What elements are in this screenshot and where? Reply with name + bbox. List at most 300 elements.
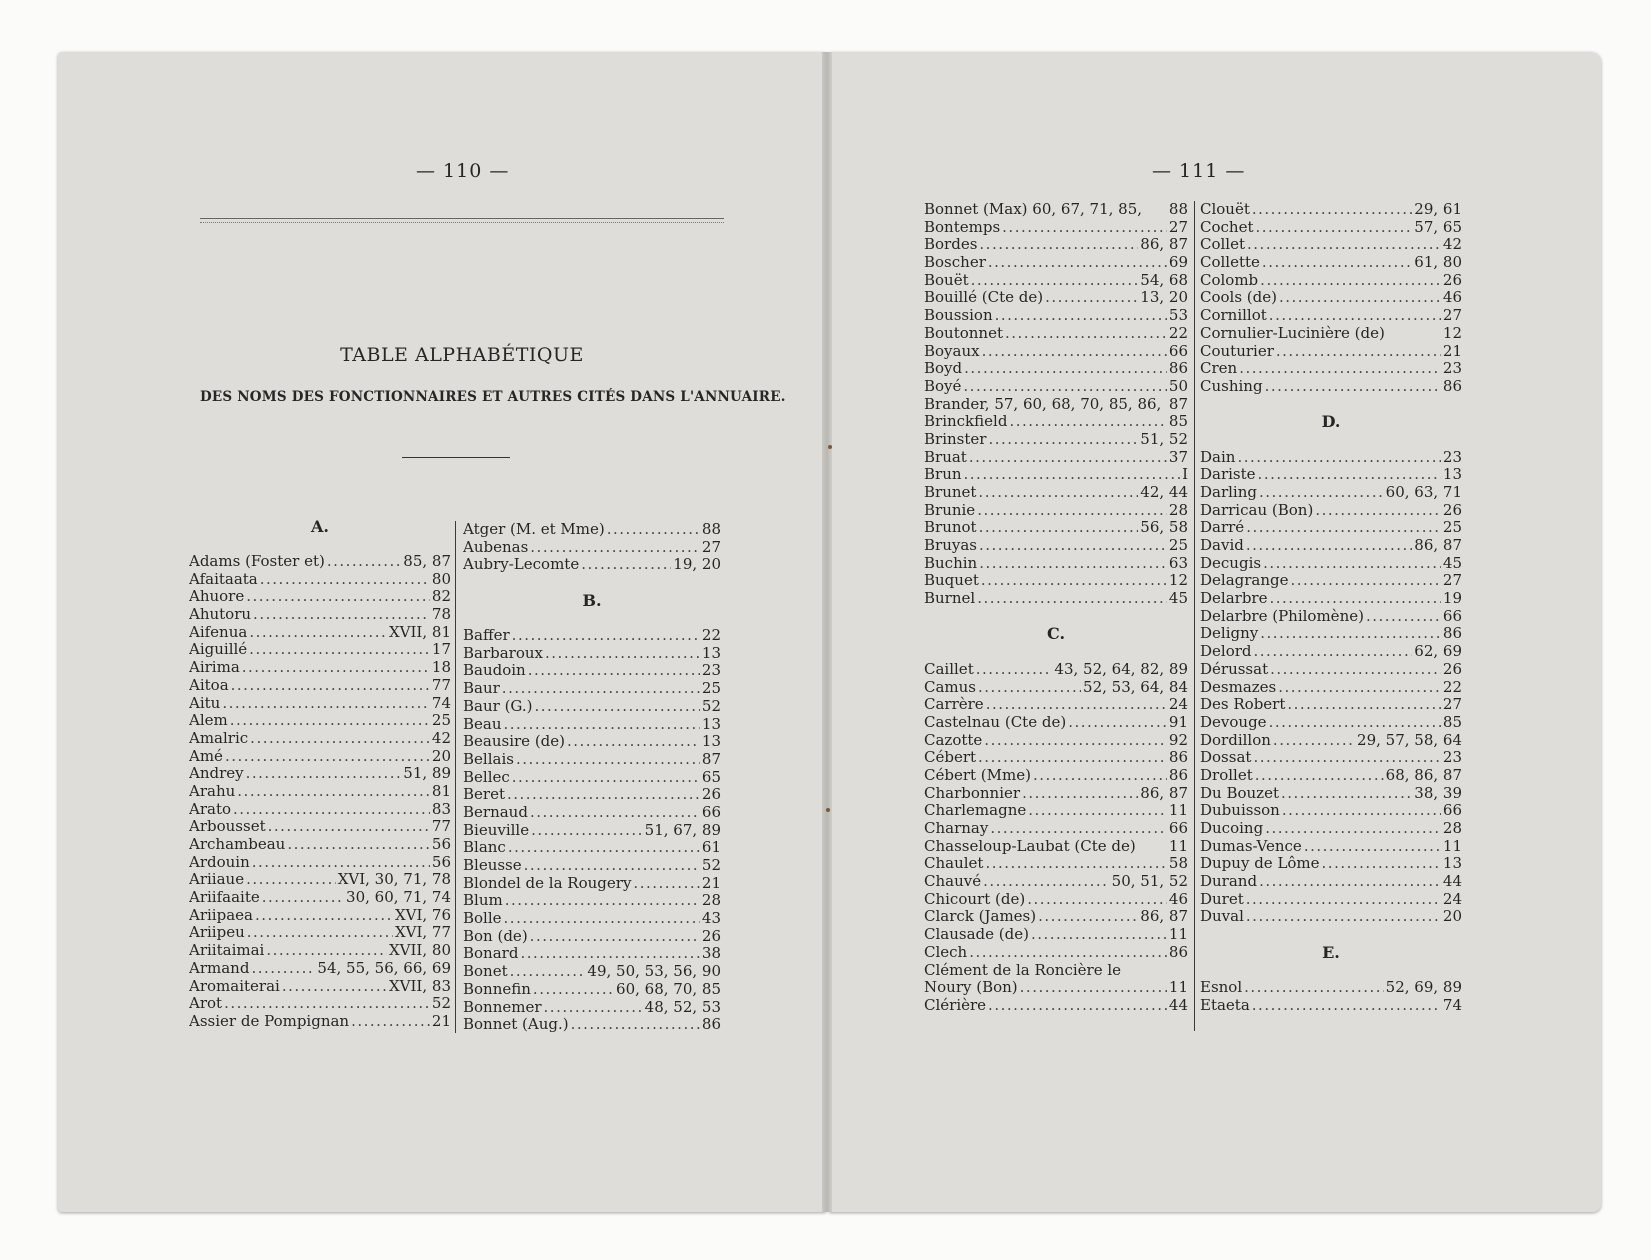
entry-pages: 61, 80 <box>1414 254 1462 272</box>
dot-leader <box>242 659 430 677</box>
dot-leader <box>1263 555 1441 573</box>
entry-name: Ariiaue <box>189 871 245 889</box>
dot-leader <box>231 677 430 695</box>
dot-leader <box>1252 201 1412 219</box>
dot-leader <box>282 978 387 996</box>
entry-pages: 27 <box>1442 307 1462 325</box>
index-column-right-1 <box>924 201 1188 1015</box>
entry-pages: 88 <box>701 521 721 538</box>
dot-leader <box>1022 785 1138 803</box>
entry-pages: 80 <box>431 570 451 588</box>
dot-leader <box>253 606 430 624</box>
index-entry <box>189 588 451 606</box>
dot-leader <box>1244 979 1384 997</box>
entry-name: Ardouin <box>189 853 250 871</box>
index-entry <box>1200 378 1462 396</box>
dot-leader <box>1033 767 1167 785</box>
index-entry <box>924 926 1188 944</box>
dot-leader <box>1265 378 1441 396</box>
entry-name: Baudoin <box>463 662 526 680</box>
entry-pages: 87 <box>701 750 721 768</box>
index-entry <box>924 307 1188 325</box>
entry-name: Bouët <box>924 271 969 289</box>
entry-pages: 56, 58 <box>1140 519 1188 537</box>
index-entry <box>189 854 451 872</box>
dot-leader <box>963 378 1167 396</box>
entry-pages: XVI, 76 <box>394 906 451 924</box>
index-entry <box>924 979 1188 997</box>
index-entry <box>924 891 1188 909</box>
entry-pages: XVII, 80 <box>389 942 451 960</box>
index-entry <box>924 201 1188 219</box>
entry-pages: 26 <box>1442 660 1462 678</box>
index-entry <box>463 804 721 822</box>
index-entry <box>1200 555 1462 573</box>
entry-name: Darling <box>1200 483 1257 501</box>
index-entry <box>1200 201 1462 219</box>
index-entry <box>189 942 451 960</box>
index-entry <box>1200 908 1462 926</box>
entry-pages: 61 <box>701 839 721 857</box>
entry-name: Beausire (de) <box>463 733 565 751</box>
index-entry <box>924 325 1188 343</box>
index-entry <box>924 254 1188 272</box>
dot-leader <box>531 822 643 840</box>
entry-pages: 86 <box>701 1016 721 1034</box>
entry-name: Baur (G.) <box>463 697 533 715</box>
entry-name: Dariste <box>1200 466 1256 484</box>
entry-name: Cochet <box>1200 218 1254 236</box>
entry-name: Bolle <box>463 910 502 928</box>
index-entry <box>1200 572 1462 590</box>
entry-pages: 66 <box>1168 342 1188 360</box>
dot-leader <box>978 484 1138 502</box>
index-entry <box>1200 608 1462 626</box>
dot-leader <box>327 553 401 571</box>
entry-name: Bouillé (Cte de) <box>924 289 1044 307</box>
entry-pages: 43, 52, 64, 82, 89 <box>1054 660 1188 678</box>
entry-pages: 23 <box>1442 448 1462 466</box>
dot-leader <box>1068 714 1167 732</box>
dot-leader <box>1287 696 1441 714</box>
dot-leader <box>246 765 402 783</box>
entry-name: Chaulet <box>924 855 984 873</box>
dot-leader <box>225 748 430 766</box>
entry-name: Blondel de la Rougery <box>463 874 632 892</box>
dot-leader <box>984 732 1167 750</box>
entry-pages: 65 <box>701 768 721 786</box>
index-entry <box>924 732 1188 750</box>
index-entry <box>924 696 1188 714</box>
entry-pages: 11 <box>1442 837 1462 855</box>
dot-leader <box>1253 749 1440 767</box>
entry-name: Aifenua <box>189 623 248 641</box>
entry-name: Cornillot <box>1200 307 1267 325</box>
entry-name: Bontemps <box>924 218 1001 236</box>
entry-pages: 21 <box>431 1012 451 1030</box>
dot-leader <box>1276 343 1441 361</box>
entry-name: Couturier <box>1200 342 1274 360</box>
dot-leader <box>250 730 430 748</box>
index-entry <box>924 378 1188 396</box>
dot-leader <box>351 1013 430 1031</box>
dot-leader <box>979 537 1167 555</box>
entry-pages: 46 <box>1168 890 1188 908</box>
dot-leader <box>983 873 1110 891</box>
index-entry <box>924 289 1188 307</box>
entry-pages: 13 <box>1442 855 1462 873</box>
entry-name: Blanc <box>463 839 506 857</box>
dot-leader <box>1304 838 1441 856</box>
index-entry <box>189 871 451 889</box>
entry-pages: 26 <box>701 927 721 945</box>
dot-leader <box>1281 785 1412 803</box>
entry-name: Drollet <box>1200 766 1253 784</box>
entry-pages: 86 <box>1168 943 1188 961</box>
entry-pages: XVII, 83 <box>389 977 451 995</box>
index-entry <box>924 572 1188 590</box>
entry-pages: 48, 52, 53 <box>644 998 721 1016</box>
entry-pages: 86 <box>1442 377 1462 395</box>
index-column-left-2 <box>463 521 721 1034</box>
right-page-number: — 111 — <box>1152 160 1246 182</box>
index-entry <box>463 769 721 787</box>
entry-pages: 56 <box>431 836 451 853</box>
index-title: TABLE ALPHABÉTIQUE <box>340 344 584 366</box>
entry-name: Bonnet (Aug.) <box>463 1016 569 1034</box>
entry-pages: 27 <box>1168 218 1188 236</box>
index-entry <box>924 944 1188 962</box>
dot-leader <box>1279 289 1441 307</box>
entry-name: Clouët <box>1200 201 1250 218</box>
dot-leader <box>1005 325 1167 343</box>
entry-name: Aromaiterai <box>189 977 280 995</box>
entry-name: Du Bouzet <box>1200 784 1279 802</box>
entry-name: Camus <box>924 678 977 696</box>
dot-leader <box>512 769 700 787</box>
entry-name: Delord <box>1200 643 1252 661</box>
dot-leader <box>508 839 700 857</box>
dot-leader <box>1322 855 1441 873</box>
dot-leader <box>287 836 430 854</box>
entry-name: Darricau (Bon) <box>1200 501 1314 519</box>
index-entry <box>189 978 451 996</box>
left-page-number: — 110 — <box>416 160 510 182</box>
entry-pages: 42 <box>1442 236 1462 254</box>
entry-pages: 50, 51, 52 <box>1111 873 1188 891</box>
entry-pages: 51, 67, 89 <box>644 821 721 839</box>
index-entry <box>924 855 1188 873</box>
dot-leader <box>516 751 700 769</box>
entry-name: Charlemagne <box>924 802 1027 820</box>
entry-name: Bleusse <box>463 857 522 874</box>
entry-name: Cébert (Mme) <box>924 766 1031 784</box>
index-entry <box>189 730 451 748</box>
entry-pages: 11 <box>1168 926 1188 944</box>
dot-leader <box>979 236 1138 254</box>
entry-name: Amé <box>189 747 223 765</box>
entry-pages: 42, 44 <box>1140 484 1188 501</box>
dot-leader <box>995 307 1167 325</box>
dot-leader <box>971 272 1139 290</box>
column-divider-left <box>455 521 456 1033</box>
entry-name: Carrère <box>924 696 984 714</box>
entry-name: Charbonnier <box>924 784 1021 802</box>
dot-leader <box>1260 272 1441 290</box>
index-entry <box>189 571 451 589</box>
entry-name: Desmazes <box>1200 678 1277 696</box>
index-entry <box>463 839 721 857</box>
entry-name: Aubenas <box>463 538 529 556</box>
dot-leader <box>1259 873 1441 891</box>
binding-mark <box>828 445 832 449</box>
index-entry <box>189 1013 451 1031</box>
entry-name: Clarck (James) <box>924 908 1037 926</box>
entry-pages: 17 <box>431 641 451 659</box>
entry-name: Dain <box>1200 448 1236 466</box>
entry-name: Cushing <box>1200 377 1263 395</box>
entry-pages: 38 <box>701 945 721 963</box>
index-entry <box>1200 219 1462 237</box>
index-entry <box>189 889 451 907</box>
entry-pages: 26 <box>1442 501 1462 519</box>
entry-name: Dupuy de Lôme <box>1200 855 1320 873</box>
index-letter-heading: B. <box>582 590 602 610</box>
entry-name: Chicourt (de) <box>924 890 1026 908</box>
entry-pages: 69 <box>1168 254 1188 272</box>
entry-name: Brander, 57, 60, 68, 70, 85, 86, <box>924 395 1162 413</box>
index-entry <box>924 413 1188 431</box>
index-entry <box>924 343 1188 361</box>
index-entry <box>1200 519 1462 537</box>
index-entry <box>924 714 1188 732</box>
entry-pages: 37 <box>1168 448 1188 466</box>
entry-pages: 26 <box>1442 271 1462 289</box>
entry-pages: 44 <box>1442 873 1462 891</box>
index-entry <box>1200 643 1462 661</box>
index-entry <box>924 272 1188 290</box>
dot-leader <box>976 661 1053 679</box>
dot-leader <box>1252 997 1441 1015</box>
dot-leader <box>571 1016 700 1034</box>
dot-leader <box>1262 254 1412 272</box>
dot-leader <box>988 997 1167 1015</box>
entry-name: Beau <box>463 715 502 733</box>
entry-name: Boyé <box>924 377 962 395</box>
index-entry <box>924 537 1188 555</box>
index-entry <box>189 624 451 642</box>
dot-leader <box>1020 979 1167 997</box>
dot-leader <box>607 521 700 539</box>
dot-leader <box>1366 608 1441 626</box>
entry-name: Bruat <box>924 448 967 466</box>
dot-leader <box>1247 236 1441 254</box>
entry-name: Dubuisson <box>1200 802 1280 820</box>
index-entry <box>463 1016 721 1034</box>
entry-name: Boyd <box>924 360 963 378</box>
entry-pages: 44 <box>1168 996 1188 1014</box>
entry-name: Des Robert <box>1200 696 1286 714</box>
dot-leader <box>633 875 699 893</box>
dot-leader <box>233 801 430 819</box>
entry-pages: 21 <box>1442 342 1462 360</box>
entry-pages: 85 <box>1168 413 1188 431</box>
index-entry <box>1200 254 1462 272</box>
entry-pages: 91 <box>1168 713 1188 731</box>
index-entry <box>463 945 721 963</box>
entry-name: Armand <box>189 959 250 977</box>
index-entry <box>1200 502 1462 520</box>
index-entry <box>1200 873 1462 891</box>
entry-name: Barbaroux <box>463 644 544 662</box>
index-entry <box>463 892 721 910</box>
dot-leader <box>1254 643 1413 661</box>
entry-name: Cazotte <box>924 731 983 749</box>
dot-leader <box>1315 502 1441 520</box>
dot-leader <box>1255 219 1412 237</box>
dot-leader <box>249 624 387 642</box>
index-entry <box>1200 272 1462 290</box>
entry-pages: 52, 69, 89 <box>1385 979 1462 997</box>
entry-name: Esnol <box>1200 979 1243 997</box>
index-entry <box>1200 325 1462 343</box>
entry-name: Cornulier-Lucinière (de) <box>1200 324 1385 342</box>
entry-name: Baffer <box>463 627 510 645</box>
dot-leader <box>262 889 344 907</box>
entry-name: Bonnet (Max) 60, 67, 71, 85, <box>924 201 1143 218</box>
index-entry <box>463 857 721 875</box>
entry-pages: 28 <box>701 892 721 910</box>
index-entry <box>189 677 451 695</box>
entry-name: Ariipeu <box>189 924 245 942</box>
entry-name: Durand <box>1200 873 1258 891</box>
entry-pages: 24 <box>1168 696 1188 714</box>
entry-name: Adams (Foster et) <box>189 553 325 570</box>
entry-pages: XVI, 30, 71, 78 <box>337 871 451 889</box>
entry-name: Buquet <box>924 572 979 590</box>
index-column-left-1 <box>189 500 451 1031</box>
index-entry <box>463 716 721 734</box>
index-entry <box>924 502 1188 520</box>
entry-pages: 77 <box>431 676 451 694</box>
dot-leader <box>247 924 393 942</box>
dot-leader <box>1291 572 1441 590</box>
index-entry <box>463 981 721 999</box>
entry-name: Brunie <box>924 501 976 519</box>
dot-leader <box>530 804 700 822</box>
dot-leader <box>567 733 700 751</box>
index-entry <box>1200 979 1462 997</box>
index-entry <box>924 519 1188 537</box>
index-entry <box>1200 696 1462 714</box>
dot-leader <box>1246 519 1441 537</box>
entry-pages: 26 <box>701 786 721 804</box>
entry-pages: 57, 65 <box>1414 218 1462 236</box>
dot-leader <box>979 555 1167 573</box>
entry-pages: 20 <box>1442 908 1462 926</box>
entry-name: Castelnau (Cte de) <box>924 713 1067 731</box>
dot-leader <box>268 818 430 836</box>
dot-leader <box>990 820 1167 838</box>
index-entry <box>189 606 451 624</box>
entry-pages: 12 <box>1442 324 1462 342</box>
entry-name: Bruyas <box>924 537 977 555</box>
index-entry <box>1200 236 1462 254</box>
index-entry <box>1200 891 1462 909</box>
dot-leader <box>1269 714 1441 732</box>
entry-pages: 86, 87 <box>1140 236 1188 254</box>
entry-name: Boussion <box>924 307 993 325</box>
dot-leader <box>230 712 430 730</box>
entry-name: Bordes <box>924 236 978 254</box>
entry-name: Etaeta <box>1200 996 1250 1014</box>
dot-leader <box>981 572 1167 590</box>
entry-name: Brinckfield <box>924 413 1008 431</box>
entry-name: Cools (de) <box>1200 289 1277 307</box>
entry-name: Bernaud <box>463 803 528 821</box>
entry-name: Arot <box>189 995 223 1013</box>
dot-leader <box>969 449 1167 467</box>
entry-pages: 22 <box>701 627 721 645</box>
dot-leader <box>1278 679 1441 697</box>
dot-leader <box>978 749 1167 767</box>
entry-name: Ahuore <box>189 588 245 606</box>
index-entry <box>924 396 1188 414</box>
index-entry <box>463 645 721 663</box>
index-entry <box>189 553 451 571</box>
entry-name: Cébert <box>924 749 977 767</box>
dot-leader <box>988 254 1167 272</box>
dot-leader <box>507 786 700 804</box>
entry-name: Bellais <box>463 750 514 768</box>
entry-pages: 25 <box>431 712 451 730</box>
title-rule <box>402 457 510 458</box>
entry-pages: 13 <box>701 733 721 751</box>
entry-pages: 51, 89 <box>403 765 451 783</box>
entry-name: Duval <box>1200 908 1244 926</box>
entry-pages: 68, 86, 87 <box>1385 766 1462 784</box>
entry-pages: 86, 87 <box>1414 537 1462 554</box>
dot-leader <box>1258 466 1441 484</box>
entry-pages: 87 <box>1168 395 1188 413</box>
dot-leader <box>1246 908 1441 926</box>
index-entry <box>1200 484 1462 502</box>
entry-name: Boscher <box>924 254 986 272</box>
index-entry <box>1200 997 1462 1015</box>
entry-pages: 13 <box>701 715 721 733</box>
index-letter-heading: D. <box>1321 412 1341 432</box>
entry-pages: 66 <box>1442 607 1462 625</box>
entry-pages: XVI, 77 <box>394 924 451 942</box>
entry-pages: 46 <box>1442 289 1462 307</box>
entry-pages: 11 <box>1168 802 1188 820</box>
entry-pages: 28 <box>1168 501 1188 519</box>
entry-name: Burnel <box>924 590 976 608</box>
index-entry <box>1200 590 1462 608</box>
index-entry <box>189 765 451 783</box>
index-entry <box>924 997 1188 1015</box>
entry-name: Bon (de) <box>463 927 528 945</box>
dot-leader <box>1028 802 1167 820</box>
dot-leader <box>1038 908 1138 926</box>
entry-pages: 52 <box>701 857 721 874</box>
book-gutter <box>822 52 832 1212</box>
entry-pages: 11 <box>1168 837 1188 855</box>
column-divider-right <box>1194 201 1195 1031</box>
entry-name: Delarbre (Philomène) <box>1200 607 1364 625</box>
index-entry <box>463 539 721 557</box>
index-entry <box>463 627 721 645</box>
